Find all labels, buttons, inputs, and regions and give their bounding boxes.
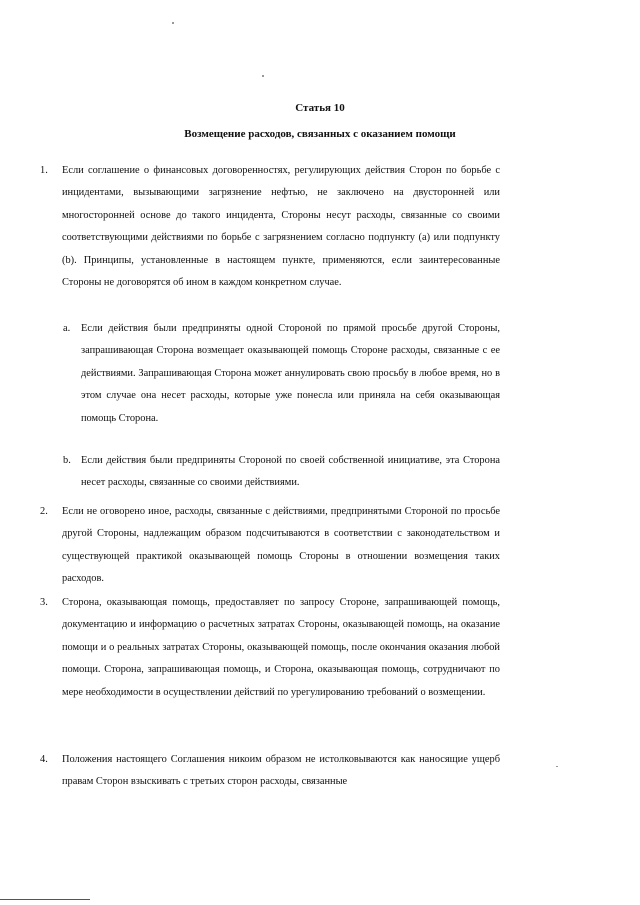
scan-speck xyxy=(262,75,264,77)
paragraph-number: 1. xyxy=(40,165,48,176)
article-subtitle: Возмещение расходов, связанных с оказанием помощи xyxy=(184,128,456,140)
scan-speck xyxy=(172,22,174,24)
subparagraph-label: a. xyxy=(63,323,71,334)
paragraph-number: 2. xyxy=(40,506,48,517)
paragraph-2 xyxy=(40,501,500,591)
paragraph-text: Если не оговорено иное, расходы, связанные с действиями, предпринятыми Стороной по просьбе другой Стороны, надлежащим образом подсчитываются в соответствии с законодательством и существующей практикой оказывающей помощь Стороны в отношении возмещения таких расходов. xyxy=(62,506,500,585)
paragraph-text: Если соглашение о финансовых договоренностях, регулирующих действия Сторон по борьбе с инцидентами, вызывающими загрязнение нефтью, не заключено на двусторонней или многосторонней основе до такого инцидента, Стороны несут расходы, связанные со своими соответствующими действиями по борьбе с загрязнением согласно подпункту (a) или подпункту (b). Принципы, установленные в настоящем пункте, применяются, если заинтересованные Стороны не договорятся об ином в каждом конкретном случае. xyxy=(62,165,500,289)
article-title: Статья 10 xyxy=(295,102,345,114)
subparagraph-label: b. xyxy=(63,455,71,466)
paragraph-number: 3. xyxy=(40,597,48,608)
subparagraph-b xyxy=(63,450,500,495)
paragraph-number: 4. xyxy=(40,754,48,765)
subparagraph-text: Если действия были предприняты Стороной по своей собственной инициативе, эта Сторона несет расходы, связанные со своими действиями. xyxy=(81,455,500,489)
subparagraph-a xyxy=(63,318,500,430)
paragraph-3 xyxy=(40,592,500,704)
footer-rule xyxy=(0,899,90,900)
paragraph-text: Положения настоящего Соглашения никоим образом не истолковываются как наносящие ущерб правам Сторон взыскивать с третьих сторон расходы, связанные xyxy=(62,754,500,788)
paragraph-text: Сторона, оказывающая помощь, предоставляет по запросу Стороне, запрашивающей помощь, документацию и информацию о расчетных затратах Стороны, оказывающей помощь, на оказание помощи и о реальных затратах Стороны, оказывающей помощь, после окончания оказания любой помощи. Сторона, запрашивающая помощь, и Сторона, оказывающая помощь, сотрудничают по мере необходимости в осуществлении действий по урегулированию требований о возмещении. xyxy=(62,597,500,698)
subparagraph-text: Если действия были предприняты одной Стороной по прямой просьбе другой Стороны, запрашивающая Сторона возмещает оказывающей помощь Стороне расходы, связанные с ее действиями. Запрашивающая Сторона может аннулировать свою просьбу в любое время, но в этом случае она несет расходы, которые уже понесла или приняла на себя оказывающая помощь Сторона. xyxy=(81,323,500,424)
paragraph-1 xyxy=(40,160,500,294)
scan-speck xyxy=(556,766,558,767)
paragraph-4 xyxy=(40,749,500,794)
